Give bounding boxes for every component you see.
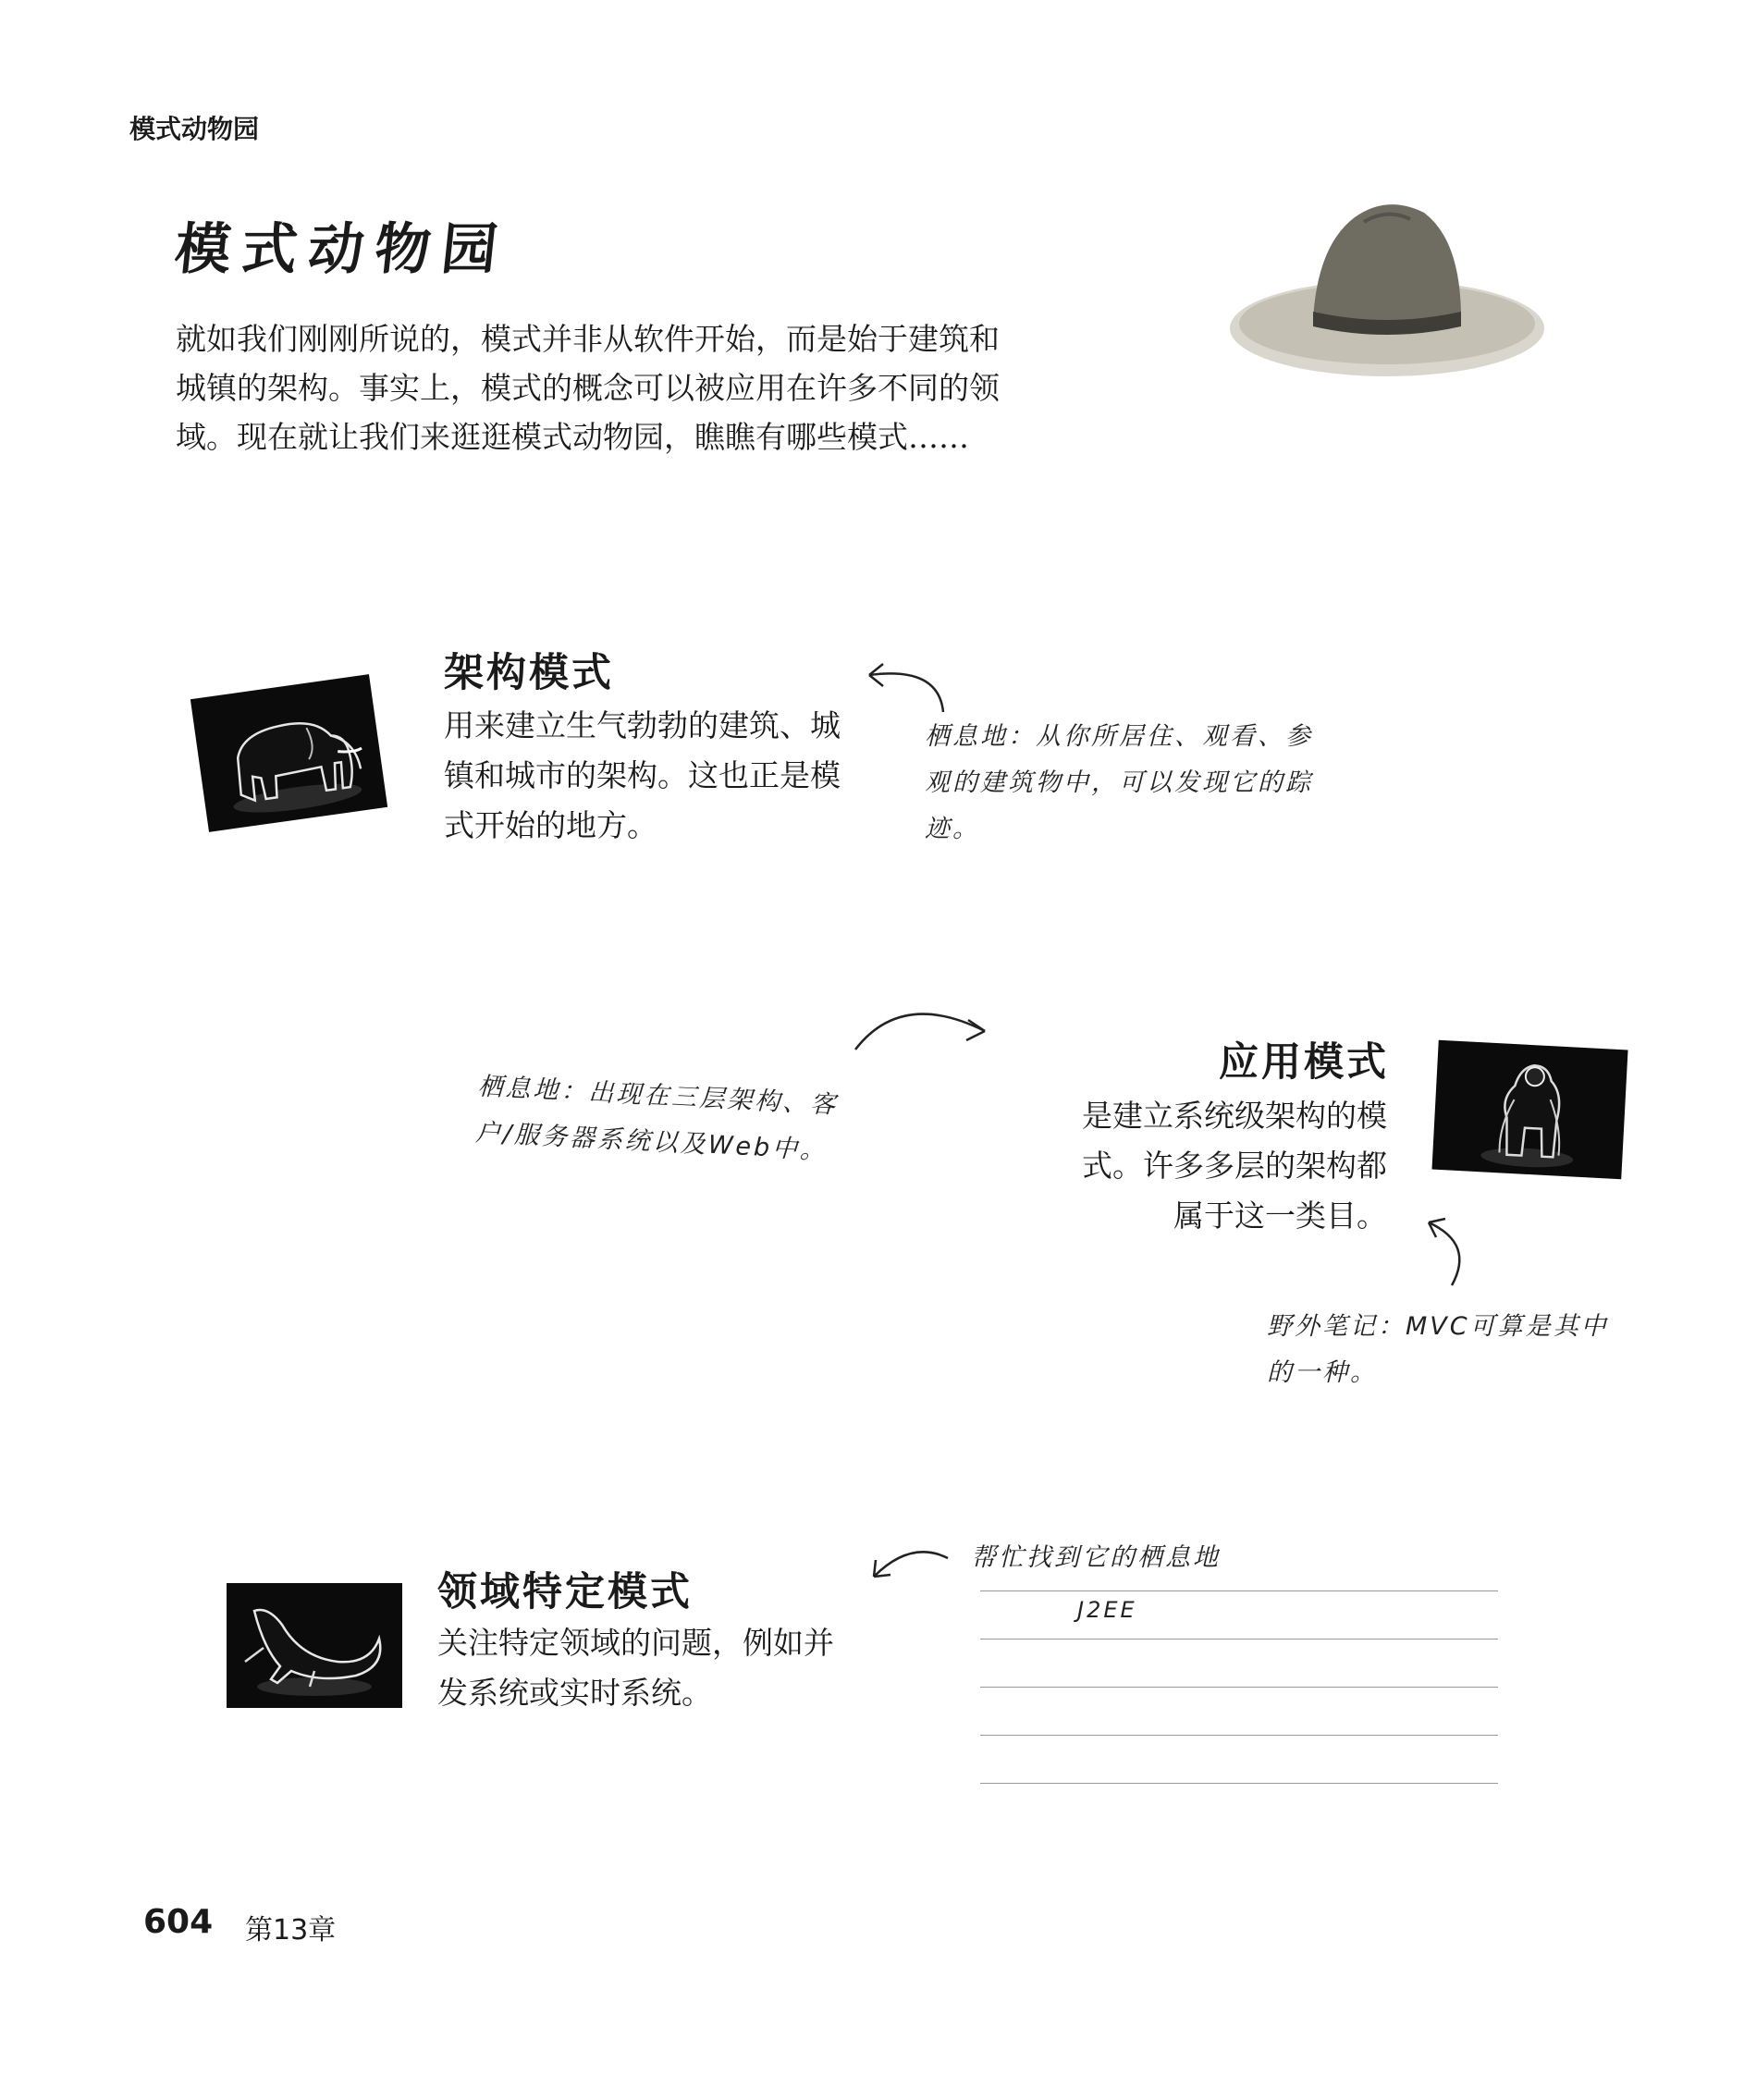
curved-arrow-icon [846,994,994,1077]
desc-line: 是建立系统级架构的模 [1082,1098,1387,1134]
application-habitat-note [474,1064,886,1178]
intro-paragraph: 就如我们刚刚所说的，模式并非从软件开始，而是始于建筑和城镇的架构。事实上，模式的概念可以被应用在许多不同的领域。现在就让我们来逛逛模式动物园，瞧瞧有哪些模式…… [176,321,1000,455]
note-line: 栖息地：从你所居住、观看、参 [925,722,1313,751]
note-line: 迹。 [925,815,980,843]
application-patterns-title: 应用模式 [1219,1039,1389,1086]
habitat-line [980,1590,1498,1591]
page-number: 604 [143,1903,214,1941]
running-header: 模式动物园 [129,114,260,144]
curved-arrow-icon [855,1540,957,1595]
note-line: 野外笔记：MVC可算是其中 [1267,1312,1609,1341]
desc-line: 关注特定领域的问题，例如并 [437,1625,834,1661]
habitat-line [980,1783,1498,1784]
lizard-photo [227,1583,402,1708]
habitat-entry: J2EE [1077,1597,1137,1623]
desc-line: 镇和城市的架构。这也正是模 [444,757,841,793]
application-field-note [1267,1304,1655,1396]
elephant-icon [190,674,387,832]
desc-line: 属于这一类目。 [1173,1197,1387,1234]
desc-line: 式开始的地方。 [444,807,657,843]
domain-patterns-desc [437,1618,844,1718]
note-line: 的一种。 [1267,1358,1378,1387]
domain-habitat-heading: 帮忙找到它的栖息地 [971,1543,1221,1572]
desc-line: 发系统或实时系统。 [437,1675,712,1711]
note-line: 户/服务器系统以及Web中。 [474,1118,829,1166]
architectural-habitat-note [925,714,1350,853]
note-line: 栖息地：出现在三层架构、客 [476,1072,839,1120]
curved-arrow-icon [855,657,966,721]
chapter-label: 第13章 [245,1914,337,1946]
curved-arrow-icon [1410,1211,1475,1295]
application-patterns-desc [1073,1091,1387,1241]
desc-line: 用来建立生气勃勃的建筑、城 [444,707,841,743]
ranger-hat-image [1225,190,1549,393]
gorilla-icon [1431,1040,1627,1180]
gorilla-photo [1431,1040,1627,1180]
note-line: 观的建筑物中，可以发现它的踪 [925,768,1313,797]
lizard-icon [227,1583,402,1708]
architectural-patterns-desc [444,701,851,851]
page-title: 模式动物园 [171,217,512,282]
architectural-patterns-title: 架构模式 [444,650,614,696]
elephant-photo [190,674,387,832]
domain-patterns-title: 领域特定模式 [437,1569,693,1615]
desc-line: 式。许多多层的架构都 [1082,1148,1387,1184]
habitat-line [980,1687,1498,1688]
habitat-line [980,1735,1498,1736]
